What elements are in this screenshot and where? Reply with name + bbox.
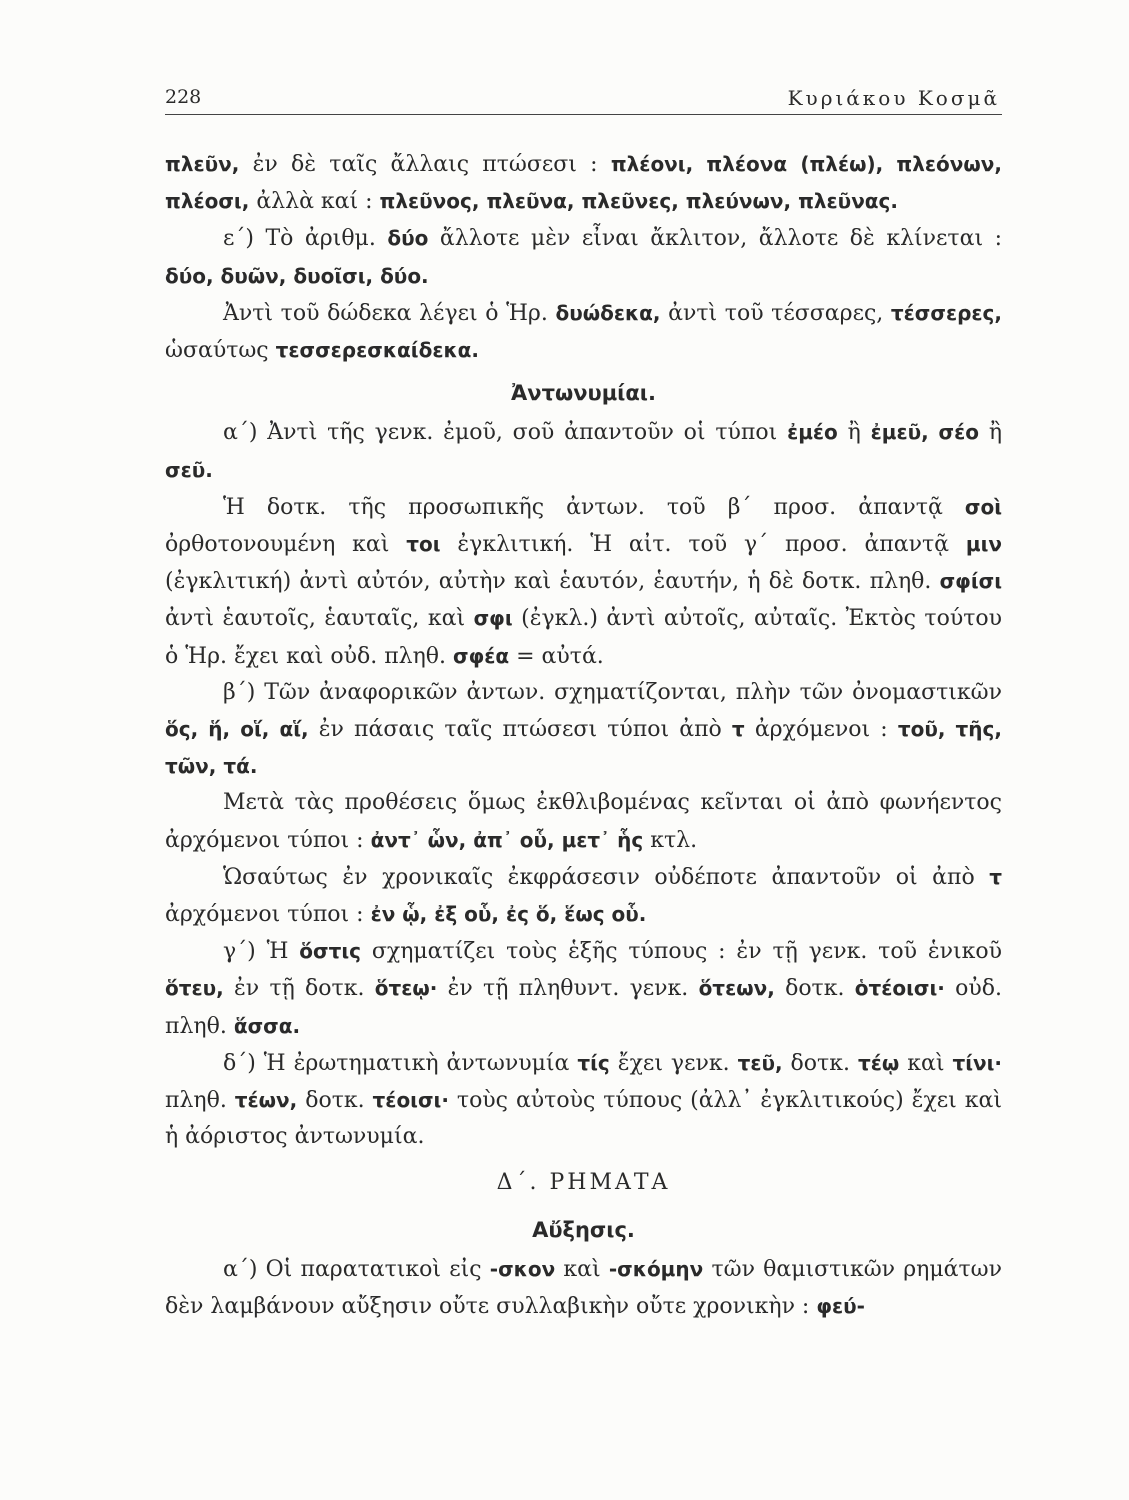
page-body xyxy=(165,146,1002,1325)
paragraph xyxy=(165,933,1002,1045)
text-run: Μετὰ τὰς προθέσεις ὅμως ἐκθλιβομένας κεῖνται οἱ ἀπὸ φωνήεντος ἀρχόμενοι τύποι : xyxy=(165,790,1002,853)
text-run: ἔχει γενκ. xyxy=(609,1050,738,1076)
text-run: καὶ xyxy=(555,1256,609,1282)
text-run: ἀντὶ ἑαυτοῖς, ἑαυταῖς, καὶ xyxy=(165,606,474,632)
paragraph xyxy=(165,785,1002,858)
text-run: (ἐγκλιτική) ἀντὶ αὐτόν, αὐτὴν καὶ ἑαυτόν, ἑαυτήν, ἡ δὲ δοτκ. πληθ. xyxy=(165,569,940,595)
text-run: ε΄) Τὸ ἀριθμ. xyxy=(223,226,388,252)
bold-term: ἅσσα. xyxy=(233,1013,301,1038)
text-run: ὀρθοτονουμένη καὶ xyxy=(165,532,407,558)
bold-term: τ xyxy=(731,717,745,742)
text-run: δοτκ. xyxy=(782,1050,858,1076)
bold-term: -σκόμην xyxy=(608,1256,704,1281)
paragraph xyxy=(165,220,1002,294)
text-run: ἐν τῇ δοτκ. xyxy=(223,976,375,1002)
text-run: πληθ. xyxy=(165,1088,235,1114)
text-run: Ὡσαύτως ἐν χρονικαῖς ἐκφράσεσιν οὐδέποτε ἀπαντοῦν οἱ ἀπὸ xyxy=(223,864,990,890)
bold-term: τ xyxy=(989,864,1002,889)
paragraph xyxy=(165,859,1002,933)
text-run: ἐν πάσαις ταῖς πτώσεσι τύποι ἀπὸ xyxy=(308,717,732,743)
bold-term: ἐμεῦ, σέο xyxy=(870,420,979,445)
text-run: ἢ xyxy=(979,420,1003,446)
bold-term: τοι xyxy=(406,532,441,557)
text-run: ἢ xyxy=(837,420,871,446)
bold-term: ὅτεων, xyxy=(698,976,775,1001)
bold-term: τοῦ, τῆς, τῶν, τά. xyxy=(165,717,1002,779)
text-run: = αὐτά. xyxy=(509,643,604,669)
paragraph xyxy=(165,414,1002,488)
bold-term: σεῦ. xyxy=(165,457,213,482)
text-run: ἀντὶ τοῦ τέσσαρες, xyxy=(660,300,891,326)
bold-term: τεσσερεσκαίδεκα. xyxy=(275,338,479,363)
section-heading xyxy=(165,375,1002,412)
text-run: ὡσαύτως xyxy=(165,338,276,364)
bold-term: ἀντ᾽ ὧν, ἀπ᾽ οὗ, μετ᾽ ἧς xyxy=(370,827,644,852)
paragraph xyxy=(165,489,1002,675)
text-run: δ΄) Ἡ ἐρωτηματικὴ ἀντωνυμία xyxy=(223,1050,578,1076)
bold-term: φεύ- xyxy=(816,1294,865,1319)
text-run: Ἡ δοτκ. τῆς προσωπικῆς ἀντων. τοῦ β΄ προσ. ἀπαντᾷ xyxy=(223,494,965,520)
paragraph xyxy=(165,146,1002,220)
bold-term: ὁτέοισι· xyxy=(854,976,945,1001)
text-run: α΄) Ἀντὶ τῆς γενκ. ἐμοῦ, σοῦ ἀπαντοῦν οἱ τύποι xyxy=(223,420,788,446)
bold-term: σοὶ xyxy=(964,494,1002,519)
text-run: γ΄) Ἡ xyxy=(223,939,300,965)
bold-term: τέσσερες, xyxy=(890,300,1002,325)
page-number: 228 xyxy=(165,86,202,108)
bold-term: ἐμέο xyxy=(787,420,838,445)
bold-term: σφι xyxy=(473,606,513,631)
text-run: (ἐγκλ.) ἀντὶ αὐτοῖς, αὐταῖς. Ἐκτὸς τούτου ὁ Ἡρ. ἔχει καὶ οὐδ. πληθ. xyxy=(165,606,1002,669)
section-heading xyxy=(165,1212,1002,1249)
bold-term: -σκον xyxy=(489,1256,556,1281)
text-run: δοτκ. xyxy=(297,1088,373,1114)
bold-term: Ἀντωνυμίαι. xyxy=(511,381,656,406)
bold-term: ὅτεῳ· xyxy=(374,976,438,1001)
paragraph xyxy=(165,295,1002,369)
bold-term: τίνι· xyxy=(952,1050,1003,1075)
text-run: β΄) Τῶν ἀναφορικῶν ἀντων. σχηματίζονται, πλὴν τῶν ὀνομαστικῶν xyxy=(223,679,1002,705)
paragraph xyxy=(165,1251,1002,1325)
text-run: κτλ. xyxy=(643,827,698,853)
bold-term: τεῦ, xyxy=(737,1050,783,1075)
text-run: Ἀντὶ τοῦ δώδεκα λέγει ὁ Ἡρ. xyxy=(223,300,556,326)
bold-term: Αὔξησις. xyxy=(532,1217,635,1242)
text-run: τῶν θαμιστικῶν ρημάτων δὲν λαμβάνουν αὔξησιν οὔτε συλλαβικὴν οὔτε χρονικὴν : xyxy=(165,1256,1002,1320)
text-run: καὶ xyxy=(899,1050,953,1076)
bold-term: ὅστις xyxy=(299,939,361,964)
bold-term: πλεῦν, xyxy=(165,152,240,176)
bold-term: πλέονι, πλέονα (πλέω), πλεόνων, πλέοσι, xyxy=(165,152,1002,214)
text-run: α΄) Οἱ παρατατικοὶ εἰς xyxy=(223,1256,490,1282)
bold-term: τίς xyxy=(577,1050,610,1075)
bold-term: μιν xyxy=(965,532,1002,557)
bold-term: δύο xyxy=(387,226,429,251)
text-run: Δ΄. ΡΗΜΑΤΑ xyxy=(496,1170,671,1196)
section-heading xyxy=(165,1165,1002,1201)
text-run: ἀλλὰ καί : xyxy=(249,189,380,215)
text-run: σχηματίζει τοὺς ἑξῆς τύπους : ἐν τῇ γενκ. τοῦ ἑνικοῦ xyxy=(361,939,1002,965)
page-header xyxy=(165,80,1002,115)
text-run: ἀρχόμενοι : xyxy=(744,717,898,743)
bold-term: τέων, xyxy=(234,1088,298,1113)
bold-term: τέοισι· xyxy=(372,1088,449,1113)
bold-term: ὅς, ἥ, οἵ, αἵ, xyxy=(165,717,309,742)
text-run: δοτκ. xyxy=(774,976,855,1002)
paragraph xyxy=(165,675,1002,786)
text-run: τοὺς αὐτοὺς τύπους (ἀλλ᾽ ἐγκλιτικούς) ἔχει καὶ ἡ ἀόριστος ἀντωνυμία. xyxy=(165,1088,1002,1150)
bold-term: σφέα xyxy=(453,643,510,668)
text-run: ἐν τῇ πληθυντ. γενκ. xyxy=(437,976,699,1002)
bold-term: τέῳ xyxy=(857,1050,900,1075)
bold-term: πλεῦνος, πλεῦνα, πλεῦνες, πλεύνων, πλεῦνας. xyxy=(379,189,899,214)
text-run: ἐν δὲ ταῖς ἄλλαις πτώσεσι : xyxy=(239,152,611,177)
running-title: Κυριάκου Κοσμᾶ xyxy=(787,86,1000,110)
bold-term: σφίσι xyxy=(939,569,1002,594)
paragraph xyxy=(165,1045,1002,1156)
bold-term: ὅτευ, xyxy=(165,976,224,1001)
text-run: ἄλλοτε μὲν εἶναι ἄκλιτον, ἄλλοτε δὲ κλίνεται : xyxy=(428,226,1002,252)
bold-term: δυώδεκα, xyxy=(555,300,661,325)
bold-term: δύο, δυῶν, δυοῖσι, δύο. xyxy=(165,263,429,288)
text-run: οὐδ. πληθ. xyxy=(165,976,1002,1039)
text-run: ἀρχόμενοι τύποι : xyxy=(165,902,371,928)
text-run: ἐγκλιτική. Ἡ αἰτ. τοῦ γ΄ προσ. ἀπαντᾷ xyxy=(440,532,966,558)
bold-term: ἐν ᾧ, ἐξ οὗ, ἐς ὅ, ἕως οὗ. xyxy=(370,902,647,927)
